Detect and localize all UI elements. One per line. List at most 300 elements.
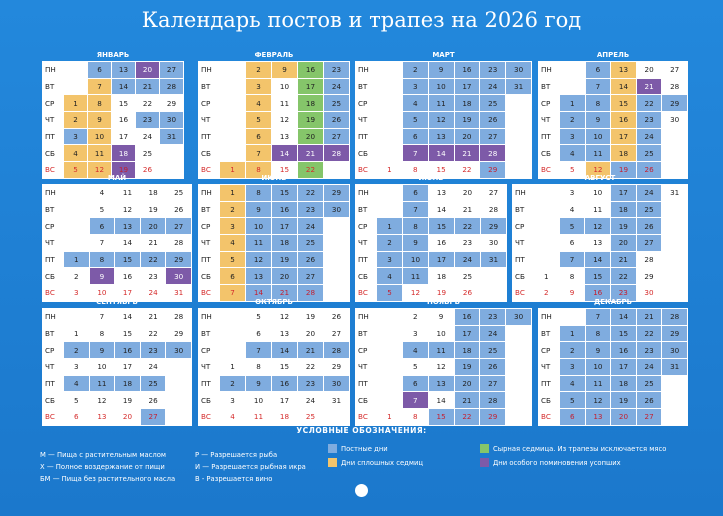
day-cell: 9	[90, 342, 115, 358]
day-cell: 19	[272, 252, 297, 268]
empty-cell	[560, 309, 585, 325]
day-cell: 12	[90, 392, 115, 408]
empty-cell	[377, 95, 402, 111]
memorial-swatch	[480, 458, 489, 467]
day-cell: 12	[246, 252, 271, 268]
empty-cell	[534, 202, 559, 218]
month-name: МАРТ	[432, 51, 455, 59]
day-cell: 27	[480, 129, 505, 145]
day-cell: 14	[246, 285, 271, 301]
weekday-label: СР	[513, 218, 533, 234]
weekday-label: ЧТ	[199, 235, 219, 251]
day-cell: 5	[64, 162, 87, 178]
empty-cell	[662, 145, 687, 161]
day-cell: 4	[377, 268, 402, 284]
day-cell: 27	[481, 185, 506, 201]
day-cell: 17	[611, 359, 636, 375]
empty-cell	[64, 235, 89, 251]
day-cell: 14	[429, 392, 454, 408]
day-cell: 9	[429, 62, 454, 78]
empty-cell	[166, 376, 191, 392]
month-block	[42, 297, 192, 426]
empty-cell	[220, 326, 245, 342]
day-cell: 20	[298, 326, 323, 342]
day-cell: 5	[246, 309, 271, 325]
day-cell: 11	[246, 409, 271, 425]
day-cell: 21	[455, 392, 480, 408]
day-cell: 19	[429, 285, 454, 301]
day-cell: 25	[637, 376, 662, 392]
day-cell: 5	[560, 392, 585, 408]
day-cell: 30	[324, 202, 349, 218]
day-cell: 5	[90, 202, 115, 218]
day-cell: 24	[324, 79, 349, 95]
day-cell: 28	[324, 145, 349, 161]
day-cell: 6	[246, 326, 271, 342]
day-cell: 8	[246, 359, 271, 375]
empty-cell	[662, 202, 687, 218]
day-cell: 19	[455, 112, 480, 128]
day-cell: 26	[480, 359, 505, 375]
empty-cell	[64, 218, 89, 234]
day-cell: 18	[611, 202, 636, 218]
weekday-label: ПТ	[356, 376, 376, 392]
empty-cell	[560, 62, 585, 78]
weekday-label: ВТ	[356, 326, 376, 342]
day-cell: 24	[298, 392, 323, 408]
weekday-label: ПН	[356, 62, 376, 78]
month-block	[198, 50, 350, 179]
legend-abbr-bm: БМ — Пища без растительного масла	[40, 475, 176, 483]
day-cell: 17	[455, 79, 480, 95]
day-cell: 29	[324, 359, 349, 375]
day-cell: 28	[324, 342, 349, 358]
month-block	[355, 173, 507, 302]
day-cell: 22	[298, 359, 323, 375]
solid-swatch	[328, 458, 337, 467]
day-cell: 28	[481, 202, 506, 218]
day-cell: 6	[403, 129, 428, 145]
day-cell: 17	[429, 252, 454, 268]
day-cell: 17	[611, 185, 636, 201]
empty-cell	[64, 62, 87, 78]
weekday-label: ПТ	[356, 252, 376, 268]
day-cell: 20	[455, 185, 480, 201]
day-cell: 5	[560, 162, 585, 178]
day-cell: 17	[272, 218, 297, 234]
day-cell: 30	[324, 376, 349, 392]
day-cell: 11	[586, 376, 611, 392]
day-cell: 15	[429, 218, 454, 234]
weekday-label: СБ	[199, 392, 219, 408]
empty-cell	[377, 112, 402, 128]
weekday-label: ЧТ	[539, 112, 559, 128]
empty-cell	[377, 376, 402, 392]
day-cell: 4	[560, 376, 585, 392]
day-cell: 23	[141, 268, 166, 284]
day-cell: 14	[112, 79, 135, 95]
weekday-label: ВТ	[43, 326, 63, 342]
day-cell: 2	[534, 285, 559, 301]
day-cell: 26	[637, 392, 662, 408]
day-cell: 23	[141, 342, 166, 358]
day-cell: 18	[272, 235, 297, 251]
day-cell: 1	[64, 95, 87, 111]
day-cell: 2	[64, 112, 87, 128]
day-cell: 21	[637, 79, 662, 95]
day-cell: 5	[220, 252, 245, 268]
day-cell: 23	[480, 62, 505, 78]
day-cell: 15	[272, 185, 297, 201]
day-cell: 16	[585, 285, 610, 301]
empty-cell	[662, 252, 687, 268]
day-cell: 31	[481, 252, 506, 268]
day-cell: 15	[611, 326, 636, 342]
day-cell: 27	[480, 376, 505, 392]
day-cell: 19	[611, 392, 636, 408]
day-cell: 1	[220, 162, 245, 178]
empty-cell	[160, 145, 183, 161]
day-cell: 10	[403, 252, 428, 268]
weekday-label: ЧТ	[43, 112, 63, 128]
day-cell: 1	[377, 162, 402, 178]
day-cell: 29	[662, 95, 687, 111]
month-grid	[198, 184, 350, 302]
weekday-label: ЧТ	[199, 359, 219, 375]
day-cell: 10	[246, 392, 271, 408]
day-cell: 13	[586, 409, 611, 425]
empty-cell	[64, 79, 87, 95]
day-cell: 29	[160, 95, 183, 111]
empty-cell	[324, 235, 349, 251]
day-cell: 14	[272, 342, 297, 358]
day-cell: 14	[429, 202, 454, 218]
weekday-label: ПТ	[43, 376, 63, 392]
day-cell: 7	[90, 309, 115, 325]
day-cell: 7	[560, 252, 585, 268]
day-cell: 25	[637, 202, 662, 218]
day-cell: 8	[403, 218, 428, 234]
weekday-label: ПТ	[43, 129, 63, 145]
day-cell: 8	[90, 252, 115, 268]
day-cell: 20	[298, 129, 323, 145]
day-cell: 11	[403, 268, 428, 284]
empty-cell	[506, 129, 531, 145]
day-cell: 11	[272, 95, 297, 111]
month-block	[42, 50, 184, 179]
weekday-label: ВТ	[199, 202, 219, 218]
empty-cell	[324, 218, 349, 234]
day-cell: 3	[64, 285, 89, 301]
weekday-label: ПН	[43, 62, 63, 78]
month-grid	[538, 61, 688, 179]
empty-cell	[481, 268, 506, 284]
weekday-label: ПН	[513, 185, 533, 201]
empty-cell	[534, 185, 559, 201]
weekday-label: СБ	[356, 268, 376, 284]
day-cell: 6	[560, 409, 585, 425]
day-cell: 17	[611, 129, 636, 145]
weekday-label: СБ	[539, 145, 559, 161]
day-cell: 29	[662, 326, 687, 342]
day-cell: 20	[637, 62, 662, 78]
month-name: ЯНВАРЬ	[96, 51, 130, 59]
empty-cell	[377, 185, 402, 201]
day-cell: 20	[272, 268, 297, 284]
empty-cell	[377, 129, 402, 145]
day-cell: 15	[611, 95, 636, 111]
day-cell: 2	[220, 376, 245, 392]
day-cell: 8	[403, 162, 428, 178]
day-cell: 31	[160, 129, 183, 145]
day-cell: 11	[429, 95, 454, 111]
day-cell: 30	[637, 285, 662, 301]
weekday-label: ЧТ	[43, 359, 63, 375]
day-cell: 21	[272, 285, 297, 301]
day-cell: 27	[637, 409, 662, 425]
month-block	[198, 297, 350, 426]
day-cell: 26	[136, 162, 159, 178]
empty-cell	[220, 95, 245, 111]
day-cell: 3	[220, 218, 245, 234]
day-cell: 9	[429, 309, 454, 325]
day-cell: 3	[64, 129, 87, 145]
weekday-label: СР	[539, 95, 559, 111]
day-cell: 10	[429, 79, 454, 95]
weekday-label: СБ	[199, 145, 219, 161]
day-cell: 24	[136, 129, 159, 145]
day-cell: 3	[246, 79, 271, 95]
day-cell: 6	[246, 129, 271, 145]
weekday-label: ЧТ	[356, 359, 376, 375]
empty-cell	[377, 326, 402, 342]
day-cell: 13	[585, 235, 610, 251]
legend-solid: Дни сплошных седмиц	[341, 459, 424, 467]
day-cell: 18	[611, 145, 636, 161]
day-cell: 2	[64, 268, 89, 284]
day-cell: 12	[429, 359, 454, 375]
empty-cell	[220, 145, 245, 161]
day-cell: 27	[324, 326, 349, 342]
day-cell: 1	[560, 95, 585, 111]
day-cell: 11	[585, 202, 610, 218]
day-cell: 8	[246, 162, 271, 178]
day-cell: 15	[585, 268, 610, 284]
day-cell: 10	[90, 359, 115, 375]
day-cell: 14	[611, 309, 636, 325]
day-cell: 21	[455, 145, 480, 161]
empty-cell	[506, 145, 531, 161]
weekday-label: СР	[356, 218, 376, 234]
legend	[0, 422, 723, 516]
day-cell: 28	[480, 145, 505, 161]
day-cell: 2	[403, 62, 428, 78]
empty-cell	[662, 235, 687, 251]
day-cell: 27	[160, 62, 183, 78]
day-cell: 3	[560, 129, 585, 145]
day-cell: 29	[481, 218, 506, 234]
empty-cell	[377, 359, 402, 375]
day-cell: 25	[480, 95, 505, 111]
empty-cell	[166, 392, 191, 408]
day-cell: 11	[115, 185, 140, 201]
day-cell: 19	[112, 162, 135, 178]
day-cell: 9	[586, 112, 611, 128]
day-cell: 1	[377, 218, 402, 234]
day-cell: 9	[88, 112, 111, 128]
day-cell: 12	[115, 202, 140, 218]
day-cell: 15	[429, 162, 454, 178]
weekday-label: ПТ	[539, 129, 559, 145]
day-cell: 1	[534, 268, 559, 284]
weekday-label: СБ	[356, 145, 376, 161]
day-cell: 6	[220, 268, 245, 284]
day-cell: 7	[586, 79, 611, 95]
day-cell: 19	[611, 162, 636, 178]
weekday-label: ВС	[43, 162, 63, 178]
day-cell: 14	[115, 235, 140, 251]
day-cell: 23	[298, 376, 323, 392]
month-name: ФЕВРАЛЬ	[254, 51, 294, 59]
month-grid	[355, 184, 507, 302]
day-cell: 7	[90, 235, 115, 251]
day-cell: 22	[298, 162, 323, 178]
weekday-label: ВС	[539, 162, 559, 178]
empty-cell	[166, 359, 191, 375]
day-cell: 24	[480, 79, 505, 95]
day-cell: 29	[480, 162, 505, 178]
day-cell: 9	[586, 342, 611, 358]
day-cell: 7	[403, 392, 428, 408]
day-cell: 24	[141, 285, 166, 301]
hanging-hole	[355, 484, 368, 497]
day-cell: 1	[377, 409, 402, 425]
day-cell: 12	[586, 392, 611, 408]
day-cell: 16	[112, 112, 135, 128]
day-cell: 6	[403, 376, 428, 392]
day-cell: 14	[611, 79, 636, 95]
day-cell: 4	[220, 235, 245, 251]
day-cell: 1	[560, 326, 585, 342]
month-block	[512, 173, 688, 302]
day-cell: 13	[272, 129, 297, 145]
weekday-label: ЧТ	[356, 112, 376, 128]
day-cell: 29	[166, 252, 191, 268]
day-cell: 16	[298, 62, 323, 78]
day-cell: 1	[220, 185, 245, 201]
month-grid	[355, 61, 532, 179]
empty-cell	[324, 252, 349, 268]
weekday-label: СР	[43, 342, 63, 358]
weekday-label: ПН	[356, 309, 376, 325]
day-cell: 26	[637, 162, 662, 178]
day-cell: 21	[141, 235, 166, 251]
day-cell: 4	[220, 409, 245, 425]
day-cell: 10	[272, 79, 297, 95]
day-cell: 31	[506, 79, 531, 95]
day-cell: 25	[455, 268, 480, 284]
weekday-label: ПН	[199, 185, 219, 201]
day-cell: 9	[90, 268, 115, 284]
weekday-label: СР	[199, 95, 219, 111]
empty-cell	[64, 185, 89, 201]
day-cell: 26	[324, 309, 349, 325]
month-block	[42, 173, 192, 302]
weekday-label: СБ	[356, 392, 376, 408]
day-cell: 15	[112, 95, 135, 111]
weekday-label: ВС	[43, 409, 63, 425]
day-cell: 20	[611, 409, 636, 425]
month-grid	[42, 308, 192, 426]
empty-cell	[662, 129, 687, 145]
month-grid	[198, 61, 350, 179]
weekday-label: ПН	[539, 62, 559, 78]
legend-fast: Постные дни	[341, 445, 388, 453]
legend-abbr-m: М — Пища с растительным маслом	[40, 451, 166, 459]
day-cell: 9	[403, 235, 428, 251]
day-cell: 17	[455, 326, 480, 342]
day-cell: 22	[298, 185, 323, 201]
day-cell: 9	[560, 285, 585, 301]
weekday-label: СР	[199, 342, 219, 358]
day-cell: 14	[115, 309, 140, 325]
legend-perm-i: И — Разрешается рыбная икра	[195, 463, 306, 471]
month-grid	[42, 184, 192, 302]
day-cell: 15	[429, 409, 454, 425]
day-cell: 27	[141, 409, 166, 425]
weekday-label: ПН	[199, 62, 219, 78]
weekday-label: ВТ	[43, 202, 63, 218]
empty-cell	[324, 268, 349, 284]
day-cell: 5	[64, 392, 89, 408]
day-cell: 25	[166, 185, 191, 201]
day-cell: 10	[88, 129, 111, 145]
day-cell: 5	[377, 285, 402, 301]
weekday-label: ВТ	[199, 326, 219, 342]
month-name: ИЮЛЬ	[418, 174, 444, 182]
fast-swatch	[328, 444, 337, 453]
day-cell: 19	[115, 392, 140, 408]
day-cell: 8	[560, 268, 585, 284]
empty-cell	[506, 326, 531, 342]
day-cell: 12	[403, 285, 428, 301]
day-cell: 16	[455, 62, 480, 78]
day-cell: 2	[64, 342, 89, 358]
empty-cell	[377, 145, 402, 161]
day-cell: 13	[90, 409, 115, 425]
day-cell: 28	[662, 309, 687, 325]
empty-cell	[220, 112, 245, 128]
weekday-label: ЧТ	[199, 112, 219, 128]
day-cell: 6	[90, 218, 115, 234]
day-cell: 24	[637, 185, 662, 201]
empty-cell	[64, 309, 89, 325]
day-cell: 2	[220, 202, 245, 218]
weekday-label: ПН	[43, 309, 63, 325]
day-cell: 18	[115, 376, 140, 392]
day-cell: 17	[115, 359, 140, 375]
day-cell: 4	[560, 145, 585, 161]
weekday-label: ПТ	[539, 376, 559, 392]
day-cell: 21	[136, 79, 159, 95]
day-cell: 20	[115, 409, 140, 425]
weekday-label: ВС	[356, 162, 376, 178]
empty-cell	[506, 95, 531, 111]
empty-cell	[220, 342, 245, 358]
weekday-label: ПТ	[356, 129, 376, 145]
day-cell: 13	[429, 376, 454, 392]
day-cell: 27	[662, 62, 687, 78]
